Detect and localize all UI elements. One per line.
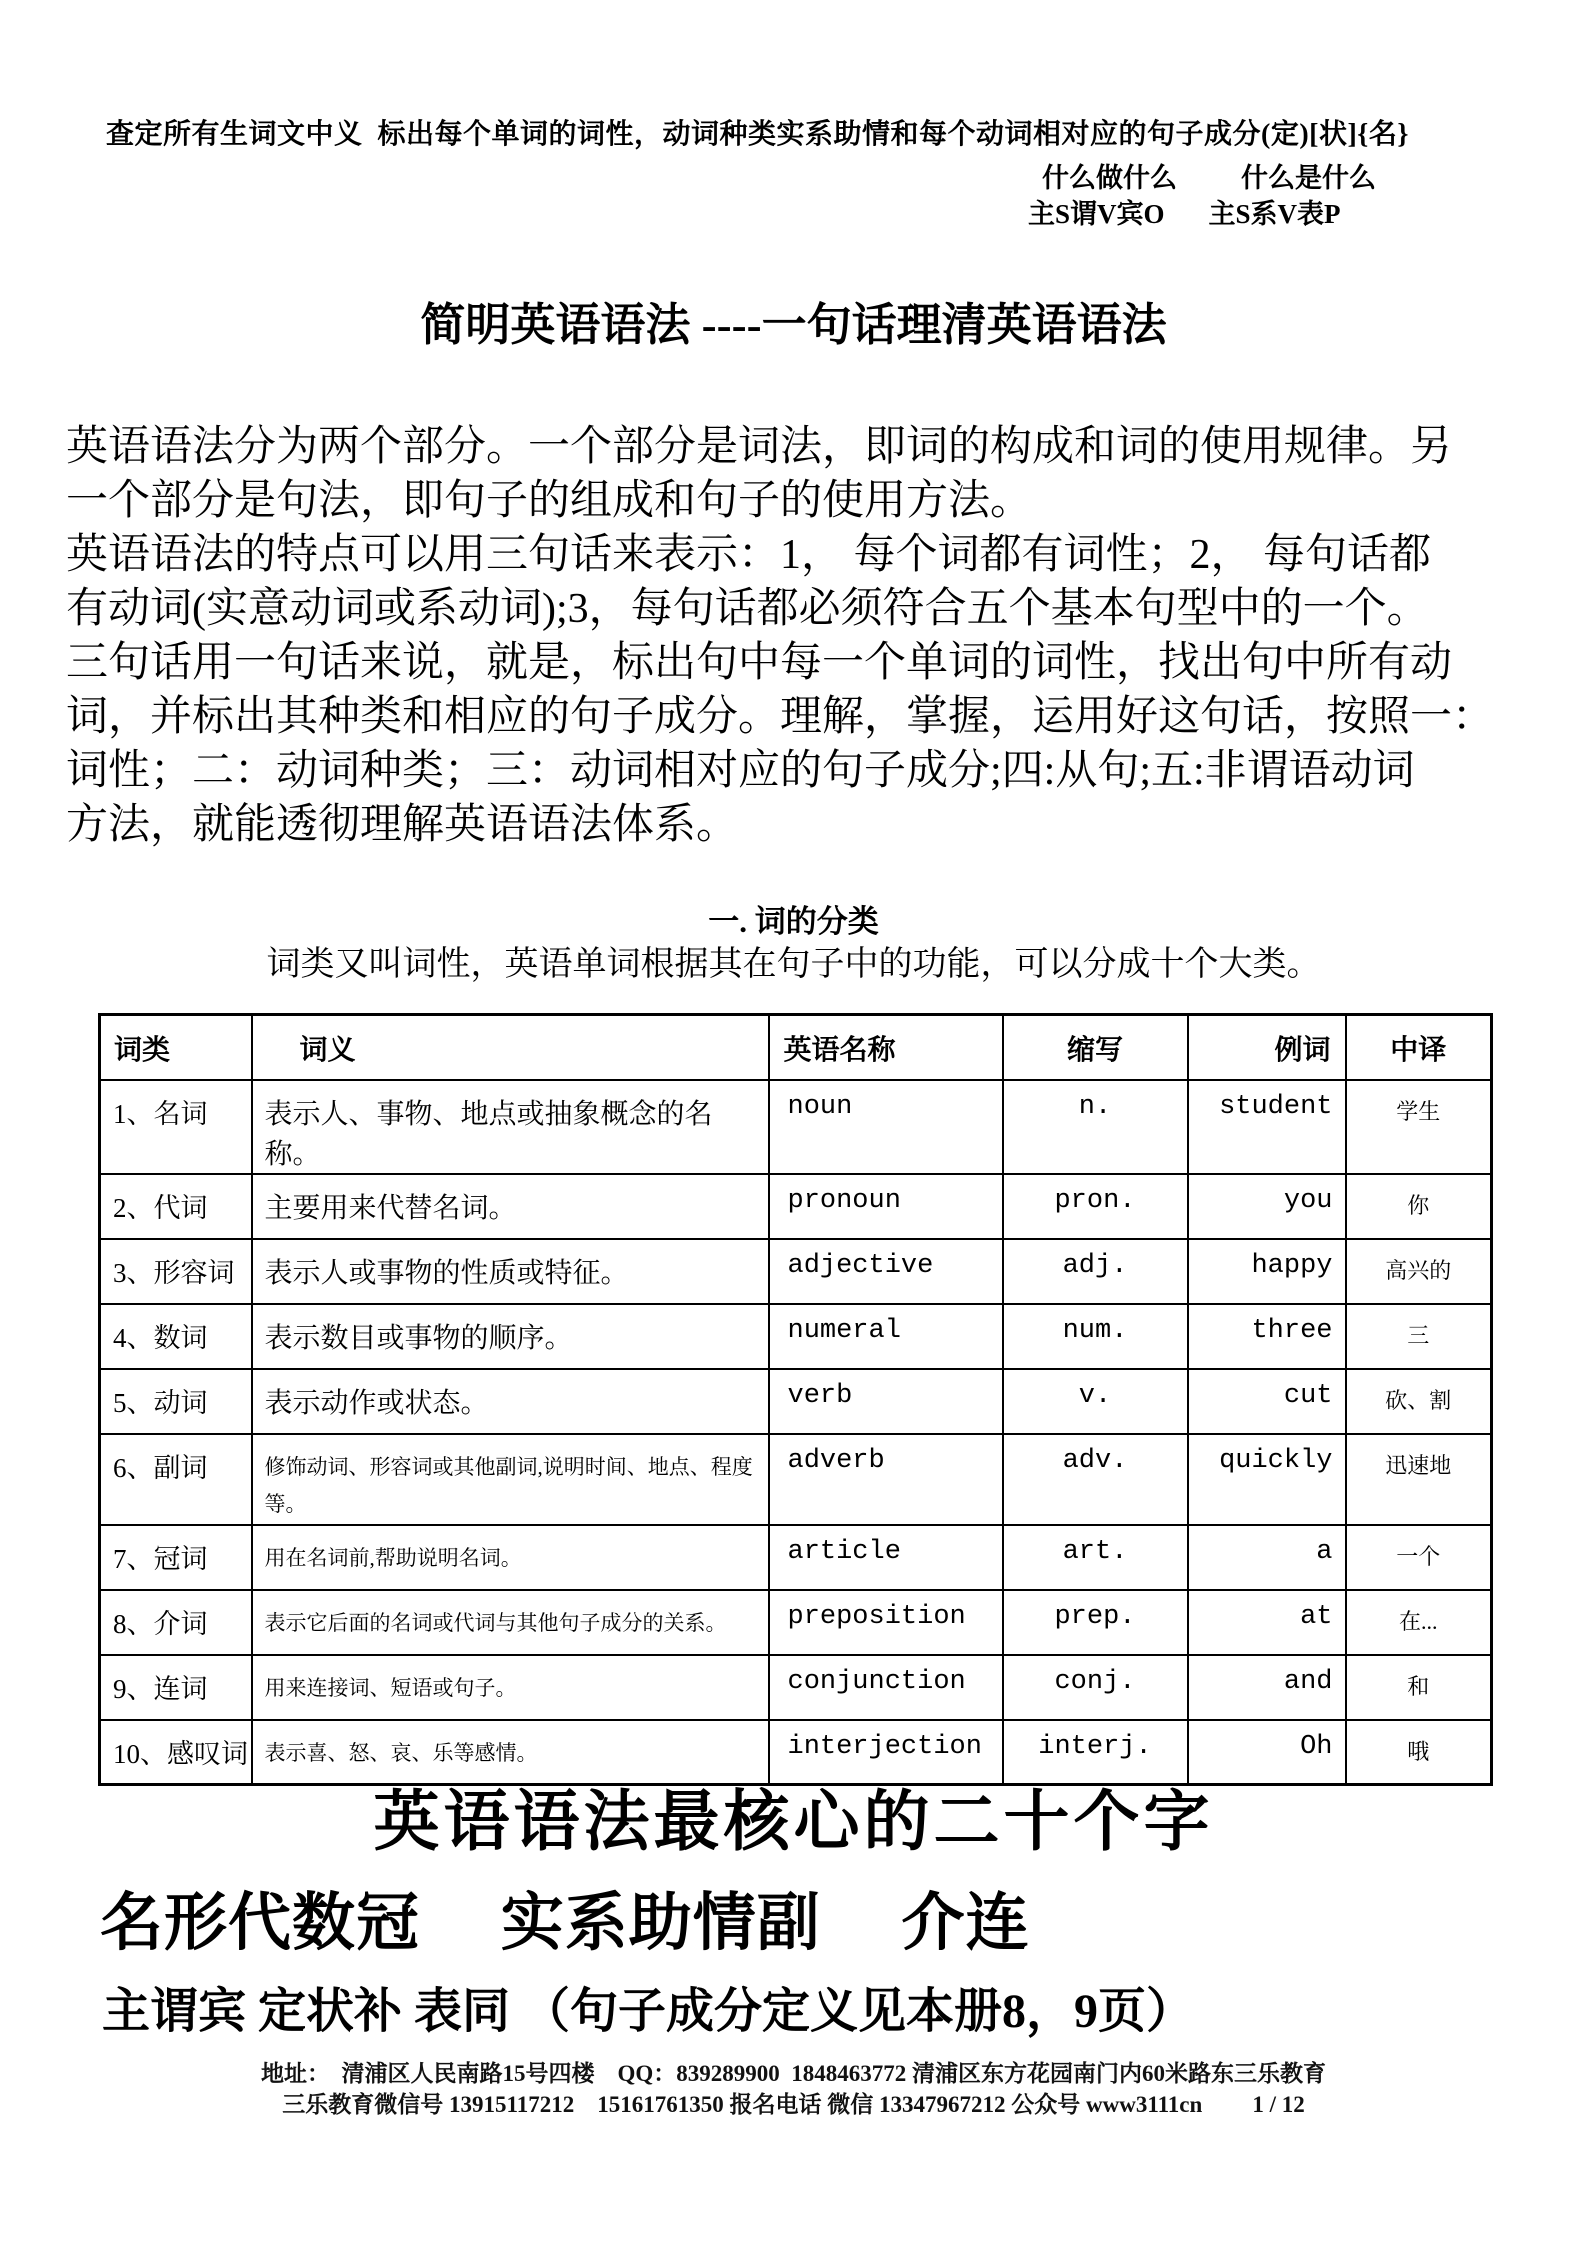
cell-meaning: 主要用来代替名词。 <box>252 1174 769 1239</box>
table-row-pronoun <box>100 1174 1492 1239</box>
cell-category: 3、形容词 <box>100 1239 252 1304</box>
cell-abbreviation: prep. <box>1003 1590 1188 1655</box>
cell-meaning: 修饰动词、形容词或其他副词,说明时间、地点、程度等。 <box>252 1434 769 1525</box>
cell-example: a <box>1188 1525 1346 1590</box>
page-footer <box>0 2058 1587 2120</box>
table-row-article <box>100 1525 1492 1590</box>
cell-english-name: conjunction <box>769 1655 1003 1720</box>
word-classes-table <box>98 1013 1493 1786</box>
cell-category: 2、代词 <box>100 1174 252 1239</box>
column-header-meaning: 词义 <box>252 1015 769 1081</box>
cell-english-name: interjection <box>769 1720 1003 1785</box>
cell-english-name: verb <box>769 1369 1003 1434</box>
cell-translation: 三 <box>1346 1304 1492 1369</box>
cell-english-name: numeral <box>769 1304 1003 1369</box>
cell-english-name: adverb <box>769 1434 1003 1525</box>
top-note-what-is: 什么是什么 <box>1241 163 1376 193</box>
cell-category: 9、连词 <box>100 1655 252 1720</box>
cell-meaning: 表示它后面的名词或代词与其他句子成分的关系。 <box>252 1590 769 1655</box>
intro-line: 词，并标出其种类和相应的句子成分。理解，掌握，运用好这句话，按照一： <box>66 694 1495 740</box>
table-row-adjective <box>100 1239 1492 1304</box>
cell-category: 5、动词 <box>100 1369 252 1434</box>
table-row-preposition <box>100 1590 1492 1655</box>
cell-english-name: noun <box>769 1080 1003 1174</box>
intro-line: 词性；二：动词种类；三：动词相对应的句子成分;四:从句;五:非谓语动词 <box>66 748 1415 794</box>
intro-line: 英语语法的特点可以用三句话来表示：1， 每个词都有词性；2， 每句话都 <box>66 532 1432 578</box>
cell-meaning: 表示动作或状态。 <box>252 1369 769 1434</box>
column-header-translation: 中译 <box>1346 1015 1492 1081</box>
cell-example: at <box>1188 1590 1346 1655</box>
cell-translation: 在... <box>1346 1590 1492 1655</box>
intro-paragraph <box>66 420 1536 852</box>
cell-translation: 哦 <box>1346 1720 1492 1785</box>
section-subtitle: 词类又叫词性，英语单词根据其在句子中的功能，可以分成十个大类。 <box>266 946 1321 983</box>
cell-example: you <box>1188 1174 1346 1239</box>
cell-english-name: adjective <box>769 1239 1003 1304</box>
cell-translation: 一个 <box>1346 1525 1492 1590</box>
top-note-line1: 查定所有生词文中义 标出每个单词的词性，动词种类实系助情和每个动词相对应的句子成分(定)[状]{名} <box>106 119 1409 150</box>
cell-example: three <box>1188 1304 1346 1369</box>
cell-meaning: 表示数目或事物的顺序。 <box>252 1304 769 1369</box>
cell-translation: 砍、割 <box>1346 1369 1492 1434</box>
cell-abbreviation: n. <box>1003 1080 1188 1174</box>
core-word-classes-line: 名形代数冠 实系助情副 介连 <box>100 1888 1030 1958</box>
cell-meaning: 用在名词前,帮助说明名词。 <box>252 1525 769 1590</box>
table-row-noun <box>100 1080 1492 1174</box>
top-note-svp: 主S系V表P <box>1208 199 1341 229</box>
top-note-what-does: 什么做什么 <box>1042 163 1177 193</box>
cell-abbreviation: adv. <box>1003 1434 1188 1525</box>
column-header-english-name: 英语名称 <box>769 1015 1003 1081</box>
page-title: 简明英语语法 ----一句话理清英语语法 <box>420 300 1167 350</box>
footer-contact-line: 三乐教育微信号 13915117212 15161761350 报名电话 微信 13347967212 公众号 www3111cn <box>282 2092 1203 2117</box>
cell-meaning: 表示人、事物、地点或抽象概念的名称。 <box>252 1080 769 1174</box>
cell-english-name: pronoun <box>769 1174 1003 1239</box>
cell-example: quickly <box>1188 1434 1346 1525</box>
core-sentence-parts-line: 主谓宾 定状补 表同 （句子成分定义见本册8，9页） <box>102 1985 1195 2038</box>
top-note-svo: 主S谓V宾O <box>1028 199 1165 229</box>
cell-translation: 你 <box>1346 1174 1492 1239</box>
cell-category: 10、感叹词 <box>100 1720 252 1785</box>
cell-translation: 迅速地 <box>1346 1434 1492 1525</box>
cell-example: and <box>1188 1655 1346 1720</box>
intro-line: 三句话用一句话来说，就是，标出句中每一个单词的词性，找出句中所有动 <box>66 640 1453 686</box>
cell-abbreviation: art. <box>1003 1525 1188 1590</box>
intro-line: 方法，就能透彻理解英语语法体系。 <box>66 802 739 848</box>
cell-category: 6、副词 <box>100 1434 252 1525</box>
top-note-line3 <box>1028 192 1341 231</box>
cell-example: Oh <box>1188 1720 1346 1785</box>
table-row-numeral <box>100 1304 1492 1369</box>
cell-meaning: 用来连接词、短语或句子。 <box>252 1655 769 1720</box>
cell-abbreviation: num. <box>1003 1304 1188 1369</box>
cell-meaning: 表示人或事物的性质或特征。 <box>252 1239 769 1304</box>
intro-line: 一个部分是句法，即句子的组成和句子的使用方法。 <box>66 478 1033 524</box>
cell-abbreviation: pron. <box>1003 1174 1188 1239</box>
cell-category: 8、介词 <box>100 1590 252 1655</box>
table-header-row <box>100 1015 1492 1081</box>
cell-category: 7、冠词 <box>100 1525 252 1590</box>
section-heading: 一. 词的分类 <box>708 904 879 939</box>
cell-abbreviation: conj. <box>1003 1655 1188 1720</box>
cell-example: student <box>1188 1080 1346 1174</box>
cell-example: cut <box>1188 1369 1346 1434</box>
core-heading: 英语语法最核心的二十个字 <box>373 1786 1214 1859</box>
cell-abbreviation: interj. <box>1003 1720 1188 1785</box>
cell-translation: 高兴的 <box>1346 1239 1492 1304</box>
page-number: 1 / 12 <box>1252 2092 1305 2117</box>
cell-category: 4、数词 <box>100 1304 252 1369</box>
cell-english-name: preposition <box>769 1590 1003 1655</box>
cell-meaning: 表示喜、怒、哀、乐等感情。 <box>252 1720 769 1785</box>
column-header-abbreviation: 缩写 <box>1003 1015 1188 1081</box>
cell-translation: 学生 <box>1346 1080 1492 1174</box>
cell-abbreviation: adj. <box>1003 1239 1188 1304</box>
cell-translation: 和 <box>1346 1655 1492 1720</box>
intro-line: 英语语法分为两个部分。一个部分是词法，即词的构成和词的使用规律。另 <box>66 424 1453 470</box>
column-header-example: 例词 <box>1188 1015 1346 1081</box>
cell-example: happy <box>1188 1239 1346 1304</box>
column-header-category: 词类 <box>100 1015 252 1081</box>
cell-english-name: article <box>769 1525 1003 1590</box>
table-row-adverb <box>100 1434 1492 1525</box>
top-note-line2 <box>1042 156 1376 195</box>
table-row-verb <box>100 1369 1492 1434</box>
cell-category: 1、名词 <box>100 1080 252 1174</box>
intro-line: 有动词(实意动词或系动词);3，每句话都必须符合五个基本句型中的一个。 <box>66 586 1429 632</box>
cell-abbreviation: v. <box>1003 1369 1188 1434</box>
table-row-conjunction <box>100 1655 1492 1720</box>
footer-address-line: 地址： 清浦区人民南路15号四楼 QQ：839289900 1848463772 清浦区东方花园南门内60米路东三乐教育 <box>260 2061 1327 2086</box>
